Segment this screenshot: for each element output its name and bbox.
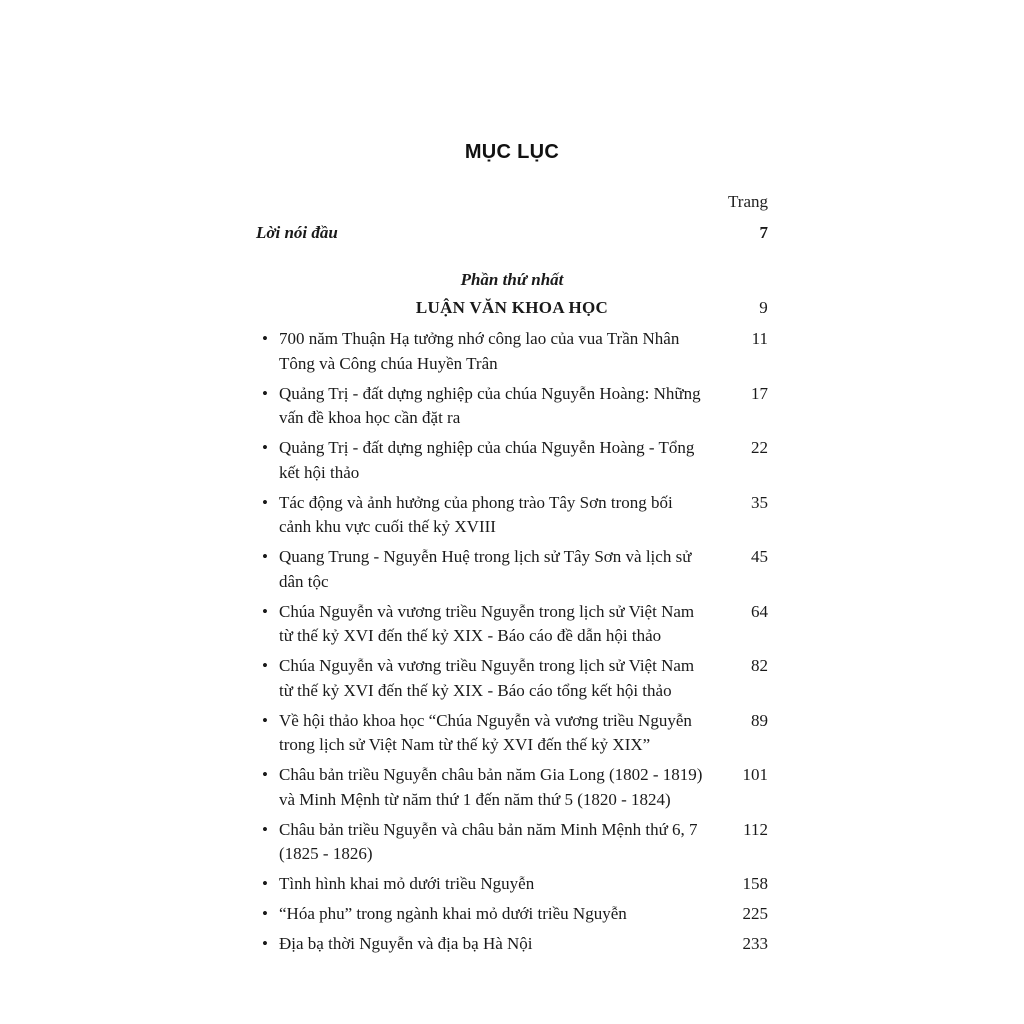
preface-label: Lời nói đầu — [256, 223, 338, 242]
part-title: LUẬN VĂN KHOA HỌC — [415, 298, 609, 317]
bullet-icon: • — [262, 383, 268, 403]
bullet-icon: • — [262, 874, 268, 893]
bullet-icon: • — [262, 904, 268, 923]
toc-entry-page: 158 — [742, 874, 768, 893]
bullet-icon: • — [262, 329, 268, 348]
toc-entry-page: 17 — [751, 383, 768, 403]
toc-entry-title: Tác động và ảnh hưởng của phong trào Tây Sơn trong bối cảnh khu vực cuối thế kỷ XVIII — [279, 492, 673, 536]
part-label: Phần thứ nhất — [460, 270, 564, 289]
page-column-header: Trang — [728, 192, 768, 211]
toc-entry-page: 101 — [742, 765, 768, 784]
toc-entry-page: 22 — [751, 438, 768, 457]
toc-entry-page: 45 — [751, 547, 768, 566]
toc-entry-page: 233 — [742, 934, 768, 953]
toc-entry-title: Chúa Nguyễn và vương triều Nguyễn trong lịch sử Việt Nam từ thế kỷ XVI đến thế kỷ XIX - Báo cáo đề dẫn hội thảo — [279, 601, 695, 645]
bullet-icon: • — [262, 601, 268, 621]
toc-entry-title: Châu bản triều Nguyễn châu bản năm Gia Long (1802 - 1819) và Minh Mệnh từ năm thứ 1 đến năm thứ 5 (1820 - 1824) — [279, 765, 703, 809]
toc-entry-title: Chúa Nguyễn và vương triều Nguyễn trong lịch sử Việt Nam từ thế kỷ XVI đến thế kỷ XIX - Báo cáo tổng kết hội thảo — [279, 656, 695, 700]
toc-preface-row — [256, 223, 768, 243]
toc-entry-title: Về hội thảo khoa học “Chúa Nguyễn và vương triều Nguyễn trong lịch sử Việt Nam từ thế kỷ XVI đến thế kỷ XIX” — [279, 710, 692, 754]
toc-entry — [262, 436, 768, 485]
bullet-icon: • — [262, 547, 268, 566]
toc-entry-title: Châu bản triều Nguyễn và châu bản năm Minh Mệnh thứ 6, 7 (1825 - 1826) — [279, 819, 698, 863]
toc-entry-title: 700 năm Thuận Hạ tưởng nhớ công lao của vua Trần Nhân Tông và Công chúa Huyền Trân — [279, 329, 680, 373]
toc-entry-title: Tình hình khai mỏ dưới triều Nguyễn — [279, 874, 535, 893]
toc-entry-title: Địa bạ thời Nguyễn và địa bạ Hà Nội — [279, 934, 533, 953]
toc-entry-title: Quảng Trị - đất dựng nghiệp của chúa Nguyễn Hoàng: Những vấn đề khoa học cần đặt ra — [279, 383, 701, 427]
preface-page-number: 7 — [759, 223, 768, 242]
bullet-icon: • — [262, 492, 268, 512]
bullet-icon: • — [262, 765, 268, 784]
toc-entry-title: Quảng Trị - đất dựng nghiệp của chúa Nguyễn Hoàng - Tổng kết hội thảo — [279, 438, 695, 482]
toc-entry — [262, 600, 768, 649]
toc-entry — [262, 654, 768, 703]
toc-entry-page: 82 — [751, 656, 768, 675]
toc-entry — [262, 327, 768, 376]
toc-entry — [262, 872, 768, 897]
toc-entry — [262, 382, 768, 431]
toc-entry-page: 89 — [751, 710, 768, 730]
bullet-icon: • — [262, 934, 268, 953]
toc-entry — [262, 763, 768, 812]
part-title-row — [256, 298, 768, 318]
part-page-number: 9 — [759, 298, 768, 317]
toc-entry — [262, 491, 768, 540]
bullet-icon: • — [262, 710, 268, 730]
toc-entry — [262, 902, 768, 927]
bullet-icon: • — [262, 819, 268, 839]
toc-entry-title: Quang Trung - Nguyễn Huệ trong lịch sử Tây Sơn và lịch sử dân tộc — [279, 547, 692, 591]
page-title: MỤC LỤC — [464, 141, 560, 163]
toc-entry-page: 35 — [751, 492, 768, 512]
toc-entry — [262, 932, 768, 957]
toc-entry — [262, 818, 768, 867]
toc-entry-page: 11 — [751, 329, 768, 348]
toc-entries-list — [262, 327, 768, 962]
toc-entry-page: 64 — [751, 601, 768, 621]
toc-entry — [262, 709, 768, 758]
bullet-icon: • — [262, 656, 268, 675]
toc-entry-page: 225 — [742, 904, 768, 923]
toc-entry-page: 112 — [743, 819, 768, 839]
bullet-icon: • — [262, 438, 268, 457]
toc-entry — [262, 545, 768, 594]
toc-entry-title: “Hóa phu” trong ngành khai mỏ dưới triều Nguyễn — [279, 904, 627, 923]
